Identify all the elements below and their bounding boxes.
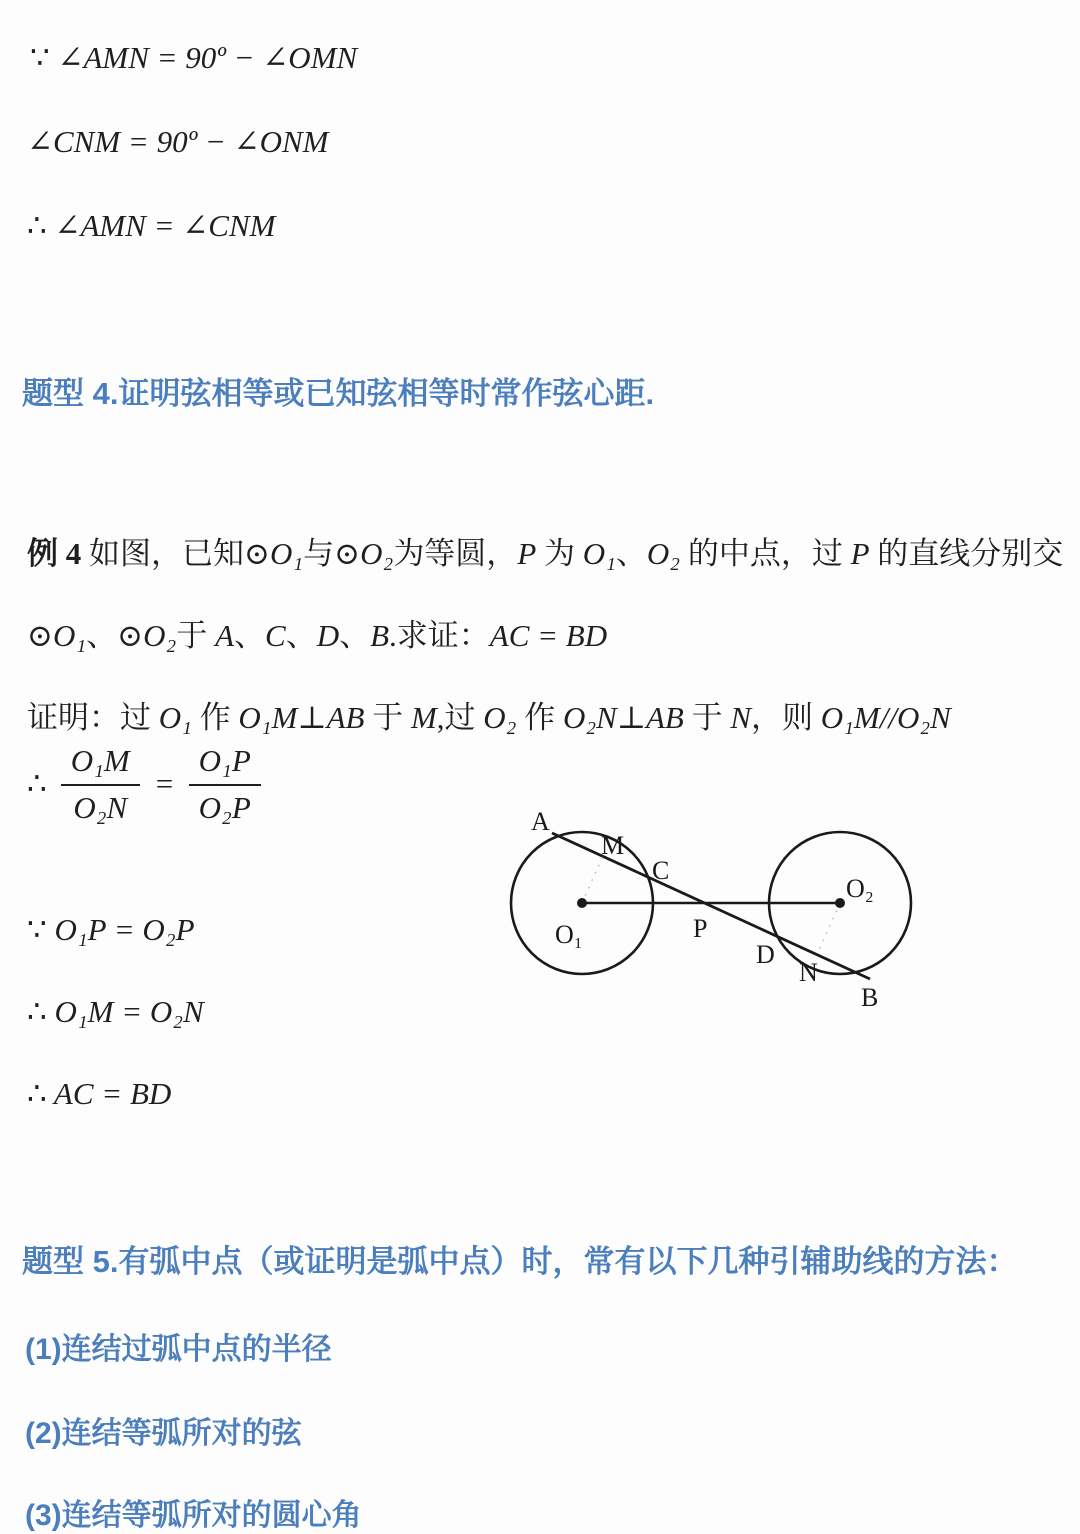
- because-op-equal-line: ∵ O₁P = O₂P: [27, 912, 195, 947]
- method-item-2: (2)连结等弧所对的弦: [25, 1417, 302, 1450]
- method-item-3: (3)连结等弧所对的圆心角: [25, 1499, 362, 1532]
- fraction-left-numerator: O₁M: [61, 742, 140, 786]
- so-om-equal-line: ∴ O₁M = O₂N: [27, 994, 204, 1029]
- method-item-1: (1)连结过弧中点的半径: [25, 1333, 332, 1366]
- dotted-o1m: [582, 856, 603, 903]
- label-n: N: [799, 958, 818, 987]
- geometry-diagram: [495, 790, 925, 1025]
- dotted-o2n: [817, 903, 840, 954]
- label-a: A: [531, 807, 550, 836]
- proof-line-cnm: ∠CNM = 90º − ∠ONM: [27, 124, 329, 159]
- label-o1: O₁: [555, 920, 583, 949]
- fraction-right-numerator: O₁P: [189, 742, 261, 786]
- fraction-equation: [27, 742, 261, 828]
- fraction-right: [189, 742, 261, 828]
- label-d: D: [756, 940, 775, 969]
- label-m: M: [601, 831, 625, 860]
- center-dot-o2: [835, 898, 845, 908]
- fraction-left: [61, 742, 140, 828]
- therefore-symbol: ∴: [27, 766, 47, 802]
- example4-line2: ⊙O₁、⊙O₂于 A、C、D、B.求证：AC = BD: [27, 618, 608, 654]
- label-o2: O₂: [846, 874, 874, 903]
- example4-proof-line: 证明：过 O₁ 作 O₁M⊥AB 于 M,过 O₂ 作 O₂N⊥AB 于 N，则 O₁M//O₂N: [27, 700, 951, 736]
- label-b: B: [861, 983, 879, 1012]
- so-ac-bd-line: ∴ AC = BD: [27, 1076, 172, 1111]
- label-p: P: [693, 914, 708, 943]
- proof-line-conclusion: ∴ ∠AMN = ∠CNM: [27, 208, 276, 243]
- label-c: C: [652, 856, 670, 885]
- example4-line1: 例 4 如图，已知⊙O₁与⊙O₂为等圆，P 为 O₁、O₂ 的中点，过 P 的直线分别交: [27, 536, 1064, 572]
- section-heading-type5: 题型 5.有弧中点（或证明是弧中点）时，常有以下几种引辅助线的方法：: [22, 1243, 1018, 1279]
- fraction-left-denominator: O₂N: [73, 789, 128, 825]
- secant-line-ab: [552, 833, 870, 979]
- proof-line-amn: ∵ ∠AMN = 90º − ∠OMN: [30, 40, 358, 75]
- fraction-right-denominator: O₂P: [198, 789, 251, 825]
- equals-sign: =: [153, 766, 175, 802]
- section-heading-type4: 题型 4.证明弦相等或已知弦相等时常作弦心距.: [22, 375, 655, 411]
- center-dot-o1: [577, 898, 587, 908]
